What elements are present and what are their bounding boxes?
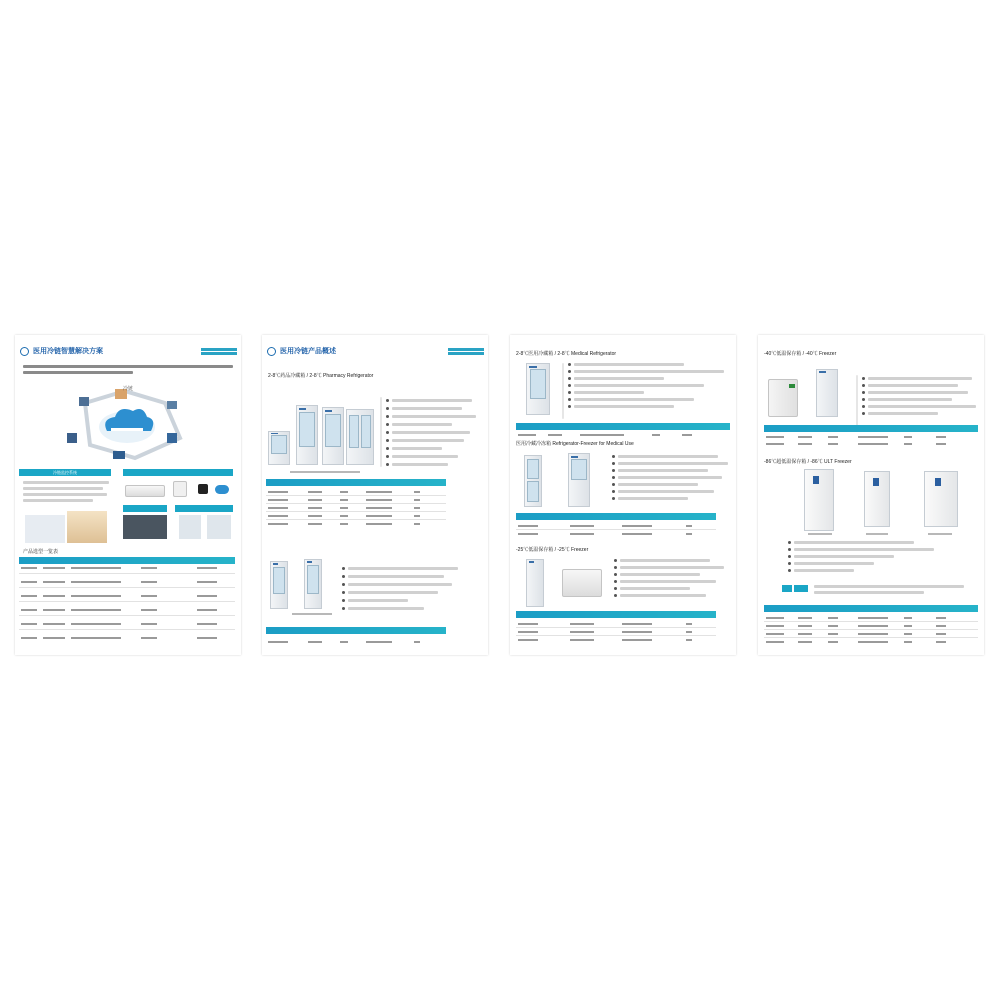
product-image-medical-fridge: [526, 363, 550, 415]
brochure-page-3: [510, 335, 736, 655]
section-title-1: 2-8℃医用冷藏箱 / 2-8℃ Medical Refrigerator: [516, 351, 617, 357]
product-image-fridge-a: [270, 561, 288, 609]
spec-table-header: [266, 479, 446, 486]
brand-mark: [448, 348, 484, 357]
brochure-page-2: [262, 335, 488, 655]
product-image-fridge-freezer-a: [524, 455, 542, 507]
section-title-2: -86℃超低温保存箱 / -86℃ ULT Freezer: [764, 459, 852, 465]
brochure-page-4: [758, 335, 984, 655]
product-image-ult-freezer-c: [924, 471, 958, 527]
page-title: 医用冷链产品概述: [280, 348, 336, 355]
section-header-monitor: 冷链监控系统: [19, 469, 111, 476]
product-image-fridge-freezer-b: [568, 453, 590, 507]
product-image-chest-freezer: [562, 569, 602, 597]
product-image-40-freezer-b: [816, 369, 838, 417]
brand-logo-icon: [20, 347, 29, 356]
product-image-ult-freezer-b: [864, 471, 890, 527]
server-room-image: [25, 515, 65, 543]
section-header-devices: [123, 469, 233, 476]
product-image-pharmacy-fridge-small: [268, 431, 290, 465]
cloud-icon: [215, 485, 229, 494]
spec-table-header-1: [764, 425, 978, 432]
section-title-3: -25℃低温保存箱 / -25℃ Freezer: [516, 547, 589, 553]
spec-table-header-3: [516, 611, 716, 618]
section-title: 2-8℃药品冷藏箱 / 2-8℃ Pharmacy Refrigerator: [268, 373, 374, 379]
product-image-pharmacy-fridge-tall: [296, 405, 318, 465]
product-image-fridge-b: [304, 559, 322, 609]
brochure-page-1: 医用冷链智慧解决方案 冷链 冷链监控系统 产品选型一览表: [15, 335, 241, 655]
sensor-image: [198, 484, 208, 494]
page-title: 医用冷链智慧解决方案: [33, 348, 103, 355]
product-image-ult-freezer-a: [804, 469, 834, 531]
product-image-double-door: [346, 409, 374, 465]
spec-table-header-2: [516, 513, 716, 520]
brand-logo-icon: [267, 347, 276, 356]
table-section-title: 产品选型一览表: [23, 549, 59, 555]
spec-table-header-2: [764, 605, 978, 612]
section-title-1: -40℃低温保存箱 / -40℃ Freezer: [764, 351, 837, 357]
monitor-device-image: [125, 485, 165, 497]
spec-table-header-1: [516, 423, 730, 430]
section-title-2: 医用冷藏冷冻箱 Refrigerator-Freezer for Medical Use: [516, 441, 634, 447]
product-image-40-freezer-a: [768, 379, 798, 417]
storage-room-image: [123, 515, 167, 539]
product-image-upright-freezer: [526, 559, 544, 607]
brand-mark: [201, 348, 237, 357]
spec-table-header: [19, 557, 235, 564]
